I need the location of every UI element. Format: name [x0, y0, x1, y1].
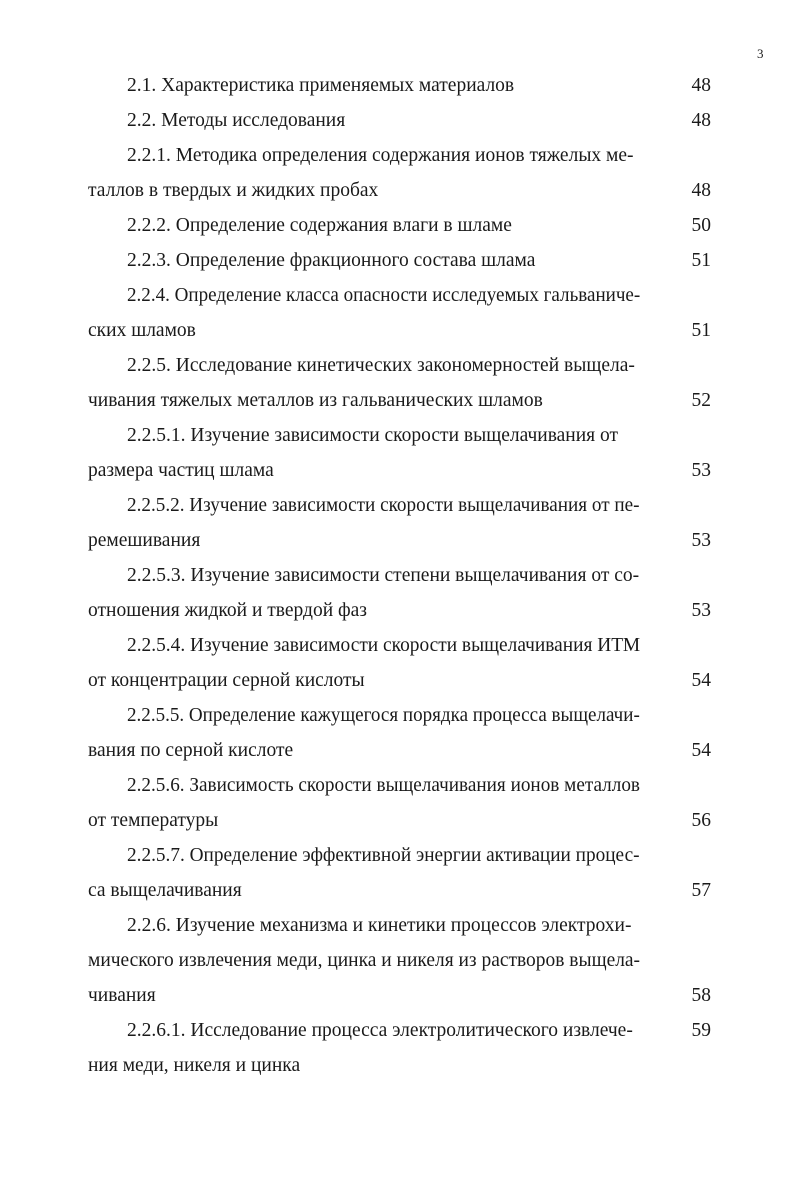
- toc-page-2-2-5: 52: [691, 390, 711, 411]
- toc-page-2-2-5-1: 53: [691, 460, 711, 481]
- toc-page-2-2-5-4: 54: [691, 670, 711, 691]
- toc-entry-2-2-6-cont-2: чивания: [88, 985, 156, 1006]
- toc-entry-2-2-6-1-cont: ния меди, никеля и цинка: [88, 1055, 301, 1076]
- toc-page-2-2-1: 48: [691, 180, 711, 201]
- toc-entry-2-2-5-7-cont: са выщелачивания: [88, 880, 242, 901]
- toc-page-2-2-4: 51: [691, 320, 711, 341]
- toc-entry-2-2-5-3: 2.2.5.3. Изучение зависимости степени выщелачивания от со-: [127, 565, 640, 586]
- toc-entry-2-2-5-5: 2.2.5.5. Определение кажущегося порядка процесса выщелачи-: [127, 705, 640, 726]
- toc-entry-2-2: 2.2. Методы исследования: [127, 110, 346, 131]
- toc-entry-2-2-2: 2.2.2. Определение содержания влаги в шламе: [127, 215, 512, 236]
- toc-entry-2-2-4: 2.2.4. Определение класса опасности исследуемых гальваниче-: [127, 285, 641, 306]
- toc-page-2-2-6: 58: [691, 985, 711, 1006]
- toc-entry-2-2-5-7: 2.2.5.7. Определение эффективной энергии активации процес-: [127, 845, 640, 866]
- toc-entry-2-2-5-2: 2.2.5.2. Изучение зависимости скорости выщелачивания от пе-: [127, 495, 640, 516]
- page-number: 3: [757, 46, 764, 61]
- toc-page-2-2-5-5: 54: [691, 740, 711, 761]
- toc-entry-2-2-1-cont: таллов в твердых и жидких пробах: [88, 180, 379, 201]
- toc-page-2-2-5-2: 53: [691, 530, 711, 551]
- toc-entry-2-2-5-5-cont: вания по серной кислоте: [88, 740, 294, 761]
- toc-page-2-2-5-7: 57: [691, 880, 711, 901]
- toc-entry-2-2-5-1: 2.2.5.1. Изучение зависимости скорости выщелачивания от: [127, 425, 619, 446]
- toc-entry-2-2-5-2-cont: ремешивания: [88, 530, 201, 551]
- toc-entry-2-2-5: 2.2.5. Исследование кинетических закономерностей выщела-: [127, 355, 635, 376]
- toc-entry-2-2-5-6-cont: от температуры: [88, 810, 219, 831]
- toc-entry-2-2-5-1-cont: размера частиц шлама: [88, 460, 274, 481]
- toc-entry-2-2-3: 2.2.3. Определение фракционного состава шлама: [127, 250, 536, 271]
- toc-entry-2-2-6-1: 2.2.6.1. Исследование процесса электролитического извлече-: [127, 1020, 633, 1041]
- toc-entry-2-2-5-4-cont: от концентрации серной кислоты: [88, 670, 365, 691]
- toc-entry-2-1: 2.1. Характеристика применяемых материалов: [127, 75, 515, 96]
- toc-entry-2-2-1: 2.2.1. Методика определения содержания ионов тяжелых ме-: [127, 145, 634, 166]
- toc-entry-2-2-4-cont: ских шламов: [88, 320, 196, 341]
- toc-page-2-1: 48: [691, 75, 711, 96]
- toc-page-2-2-2: 50: [691, 215, 711, 236]
- toc-entry-2-2-6: 2.2.6. Изучение механизма и кинетики процессов электрохи-: [127, 915, 632, 936]
- toc-page-2-2-3: 51: [691, 250, 711, 271]
- toc-page-2-2: 48: [691, 110, 711, 131]
- toc-entry-2-2-6-cont: мического извлечения меди, цинка и никеля из растворов выщела-: [88, 950, 641, 971]
- toc-entry-2-2-5-3-cont: отношения жидкой и твердой фаз: [88, 600, 368, 621]
- toc-page-2-2-6-1: 59: [691, 1020, 711, 1041]
- toc-entry-2-2-5-cont: чивания тяжелых металлов из гальванических шламов: [88, 390, 543, 411]
- toc-entry-2-2-5-6: 2.2.5.6. Зависимость скорости выщелачивания ионов металлов: [127, 775, 640, 796]
- toc-page-2-2-5-3: 53: [691, 600, 711, 621]
- toc-entry-2-2-5-4: 2.2.5.4. Изучение зависимости скорости выщелачивания ИТМ: [127, 635, 641, 656]
- toc-page-2-2-5-6: 56: [691, 810, 711, 831]
